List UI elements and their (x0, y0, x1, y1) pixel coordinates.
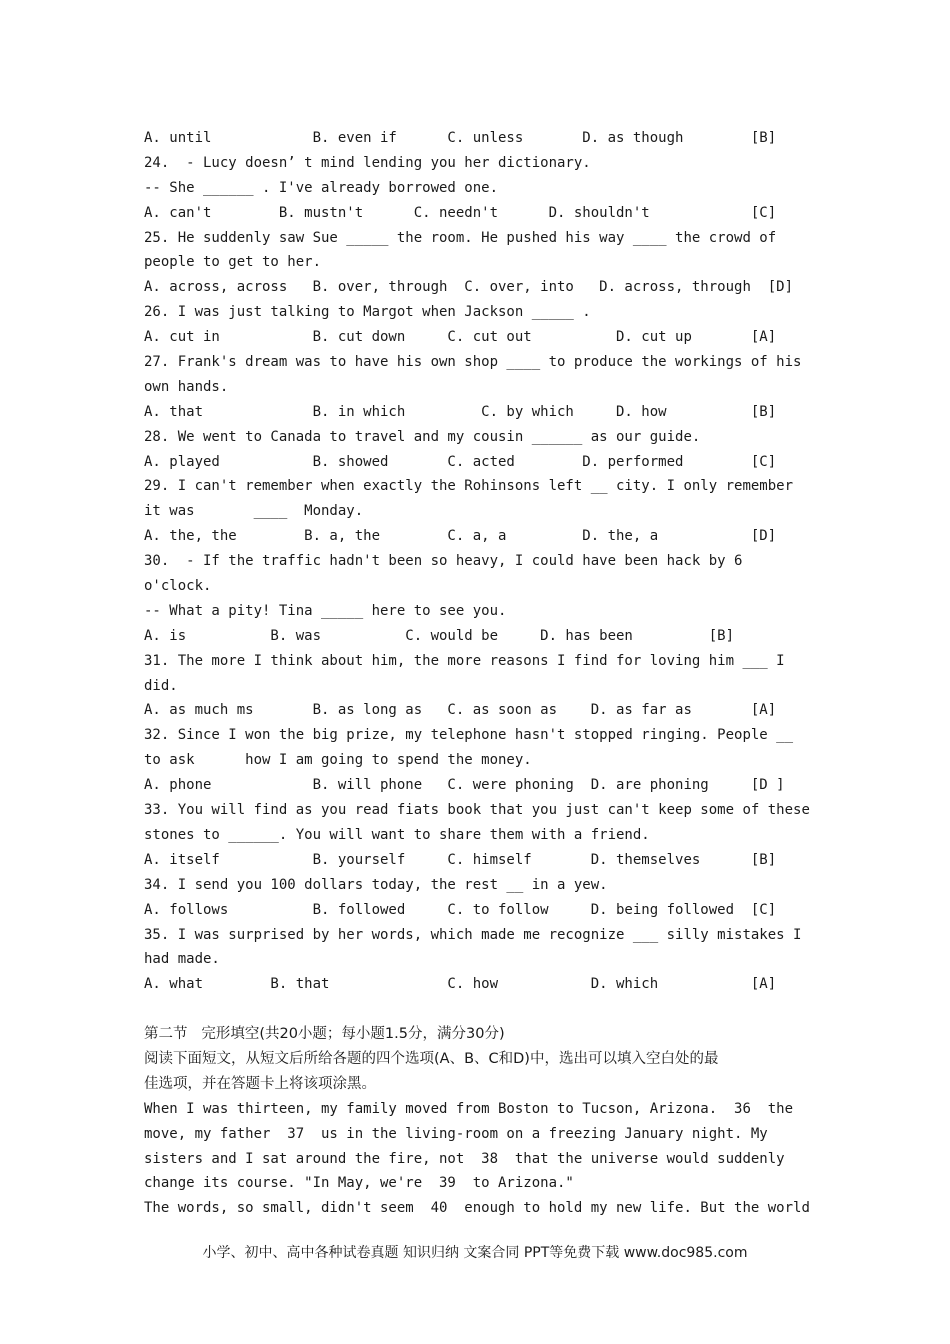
question-28: 28. We went to Canada to travel and my cousin ______ as our guide. (144, 428, 701, 445)
question-32: 32. Since I won the big prize, my telephone hasn't stopped ringing. People __ (144, 727, 794, 744)
answer-options-24: A. can't B. mustn't C. needn't D. shouldn't [C] (144, 204, 777, 221)
question-30-reply: -- What a pity! Tina _____ here to see you. (144, 602, 507, 619)
passage-line: change its course. "In May, we're 39 to Arizona." (144, 1175, 574, 1192)
answer-options-31: A. as much ms B. as long as C. as soon as D. as far as [A] (144, 702, 777, 719)
section-title: 第二节 完形填空(共20小题；每小题1.5分，满分30分) (144, 1026, 505, 1043)
question-31: 31. The more I think about him, the more reasons I find for loving him ___ I (144, 652, 785, 669)
question-25: 25. He suddenly saw Sue _____ the room. He pushed his way ____ the crowd of (144, 229, 777, 246)
question-32-cont: to ask how I am going to spend the money. (144, 752, 532, 769)
question-26: 26. I was just talking to Margot when Jackson _____ . (144, 304, 591, 321)
question-35-cont: had made. (144, 951, 220, 968)
page-footer: 小学、初中、高中各种试卷真题 知识归纳 文案合同 PPT等免费下载 www.doc985.com (202, 1245, 748, 1261)
answer-options-30: A. is B. was C. would be D. has been [B] (144, 627, 735, 644)
section-spacer (144, 997, 824, 1022)
question-25-cont: people to get to her. (144, 254, 322, 271)
question-24: 24. - Lucy doesn’ t mind lending you her dictionary. (144, 154, 591, 171)
question-30: 30. - If the traffic hadn't been so heavy, I could have been hack by 6 (144, 553, 743, 570)
answer-options-27: A. that B. in which C. by which D. how [B] (144, 403, 777, 420)
question-34: 34. I send you 100 dollars today, the rest __ in a yew. (144, 876, 608, 893)
passage-line: The words, so small, didn't seem 40 enough to hold my new life. But the world (144, 1200, 810, 1217)
document-body (144, 126, 824, 1221)
question-27-cont: own hands. (144, 378, 229, 395)
answer-options-33: A. itself B. yourself C. himself D. themselves [B] (144, 851, 777, 868)
question-24-reply: -- She ______ . I've already borrowed one. (144, 179, 499, 196)
answer-options-35: A. what B. that C. how D. which [A] (144, 976, 777, 993)
answer-options-34: A. follows B. followed C. to follow D. being followed [C] (144, 901, 777, 918)
question-33: 33. You will find as you read fiats book that you just can't keep some of these (144, 802, 810, 819)
question-29-cont: it was ____ Monday. (144, 503, 364, 520)
section-instruction: 阅读下面短文，从短文后所给各题的四个选项(A、B、C和D)中，选出可以填入空白处的最 (144, 1050, 719, 1067)
passage-line: move, my father 37 us in the living-room on a freezing January night. My (144, 1125, 768, 1142)
question-29: 29. I can't remember when exactly the Rohinsons left __ city. I only remember (144, 478, 794, 495)
answer-options-25: A. across, across B. over, through C. over, into D. across, through [D] (144, 279, 794, 296)
question-30-cont: o'clock. (144, 578, 212, 595)
question-31-cont: did. (144, 677, 178, 694)
answer-options-29: A. the, the B. a, the C. a, a D. the, a [D] (144, 528, 777, 545)
answer-options-32: A. phone B. will phone C. were phoning D. are phoning [D ] (144, 777, 785, 794)
question-33-cont: stones to ______. You will want to share them with a friend. (144, 826, 650, 843)
answer-options-26: A. cut in B. cut down C. cut out D. cut up [A] (144, 329, 777, 346)
question-27: 27. Frank's dream was to have his own shop ____ to produce the workings of his (144, 354, 802, 371)
passage-line: sisters and I sat around the fire, not 38 that the universe would suddenly (144, 1150, 785, 1167)
passage-line: When I was thirteen, my family moved from Boston to Tucson, Arizona. 36 the (144, 1100, 794, 1117)
answer-options-23: A. until B. even if C. unless D. as though [B] (144, 130, 777, 146)
section-instruction-cont: 佳选项，并在答题卡上将该项涂黑。 (144, 1075, 376, 1092)
question-35: 35. I was surprised by her words, which made me recognize ___ silly mistakes I (144, 926, 802, 943)
answer-options-28: A. played B. showed C. acted D. performed [C] (144, 453, 777, 470)
